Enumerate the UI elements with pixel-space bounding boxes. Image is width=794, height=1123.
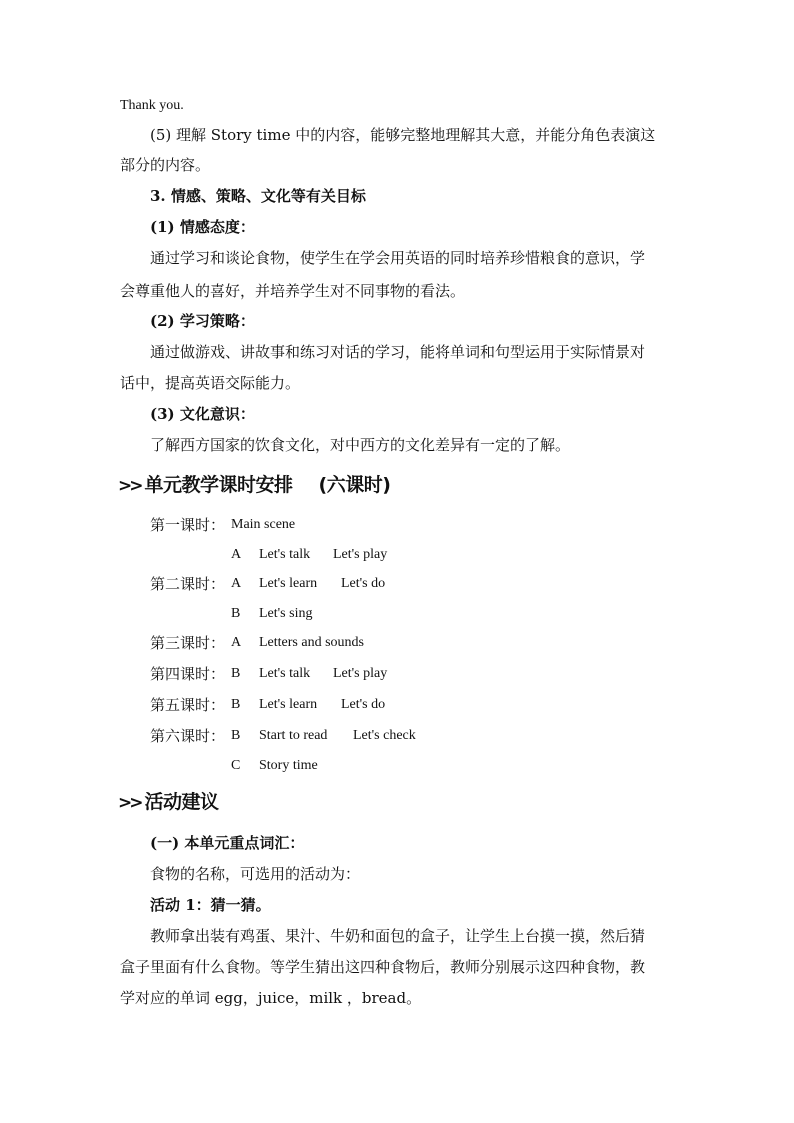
schedule-row-activity-b: Let's play: [333, 547, 388, 562]
schedule-row-part: B: [231, 697, 241, 712]
item5-line1: (5) 理解 Story time 中的内容，能够完整地理解其大意，并能分角色表演这: [150, 126, 656, 144]
schedule-row-label: 第四课时：: [150, 665, 226, 683]
schedule-row-activity-b: Let's do: [341, 697, 386, 712]
schedule-row-part: A: [231, 576, 242, 591]
schedule-row-lesson: Main scene: [231, 517, 296, 532]
double-chevron-icon: >>: [118, 476, 141, 496]
emotion-title: (1) 情感态度：: [150, 218, 255, 236]
schedule-row-part: B: [231, 606, 241, 621]
schedule-row-label: 第三课时：: [150, 634, 226, 652]
schedule-heading-note: (六课时): [318, 474, 391, 496]
schedule-row-label: 第六课时：: [150, 727, 226, 745]
schedule-row-activity-a: Let's talk: [259, 547, 311, 562]
double-chevron-icon: >>: [118, 793, 141, 813]
schedule-row-activity-a: Let's learn: [259, 697, 318, 712]
emotion-line1: 通过学习和谈论食物，使学生在学会用英语的同时培养珍惜粮食的意识，学: [150, 249, 646, 267]
emotion-line2: 会尊重他人的喜好，并培养学生对不同事物的看法。: [120, 282, 466, 300]
strategy-line1: 通过做游戏、讲故事和练习对话的学习，能将单词和句型运用于实际情景对: [150, 343, 646, 361]
vocab-title: (一) 本单元重点词汇：: [150, 834, 305, 852]
schedule-row-label: 第二课时：: [150, 575, 226, 593]
schedule-row-label: 第五课时：: [150, 696, 226, 714]
schedule-row-activity-a: Letters and sounds: [259, 635, 364, 650]
activities-heading-text: 活动建议: [144, 791, 219, 813]
culture-title: (3) 文化意识：: [150, 405, 255, 423]
schedule-row-activity-b: Let's play: [333, 666, 388, 681]
schedule-heading: [118, 473, 390, 498]
strategy-line2: 话中，提高英语交际能力。: [120, 374, 301, 392]
schedule-row-activity-b: Let's do: [341, 576, 386, 591]
schedule-row-part: C: [231, 758, 241, 773]
schedule-row-activity-a: Let's sing: [259, 606, 313, 621]
activity1-line1: 教师拿出装有鸡蛋、果汁、牛奶和面包的盒子，让学生上台摸一摸，然后猜: [150, 927, 646, 945]
schedule-row-activity-b: Let's check: [353, 728, 416, 743]
schedule-row-label: 第一课时：: [150, 516, 226, 534]
schedule-row-activity-a: Start to read: [259, 728, 328, 743]
schedule-heading-text: 单元教学课时安排: [144, 474, 293, 496]
item5-line2: 部分的内容。: [120, 156, 211, 174]
activity1-line3: 学对应的单词 egg，juice，milk ，bread。: [120, 989, 422, 1007]
schedule-row-part: A: [231, 547, 242, 562]
activity1-title: 活动 1：猜一猜。: [150, 896, 271, 914]
culture-line1: 了解西方国家的饮食文化，对中西方的文化差异有一定的了解。: [150, 436, 571, 454]
activity1-line2: 盒子里面有什么食物。等学生猜出这四种食物后，教师分别展示这四种食物，教: [120, 958, 646, 976]
schedule-row-activity-a: Story time: [259, 758, 318, 773]
thank-you-text: Thank you.: [120, 98, 184, 113]
goals-heading: 3. 情感、策略、文化等有关目标: [150, 187, 366, 205]
schedule-row-part: B: [231, 728, 241, 743]
schedule-row-part: B: [231, 666, 241, 681]
strategy-title: (2) 学习策略：: [150, 312, 255, 330]
activities-heading: [118, 790, 219, 815]
schedule-row-activity-a: Let's talk: [259, 666, 311, 681]
schedule-row-part: A: [231, 635, 242, 650]
vocab-line: 食物的名称，可选用的活动为：: [150, 865, 361, 883]
schedule-row-activity-a: Let's learn: [259, 576, 318, 591]
